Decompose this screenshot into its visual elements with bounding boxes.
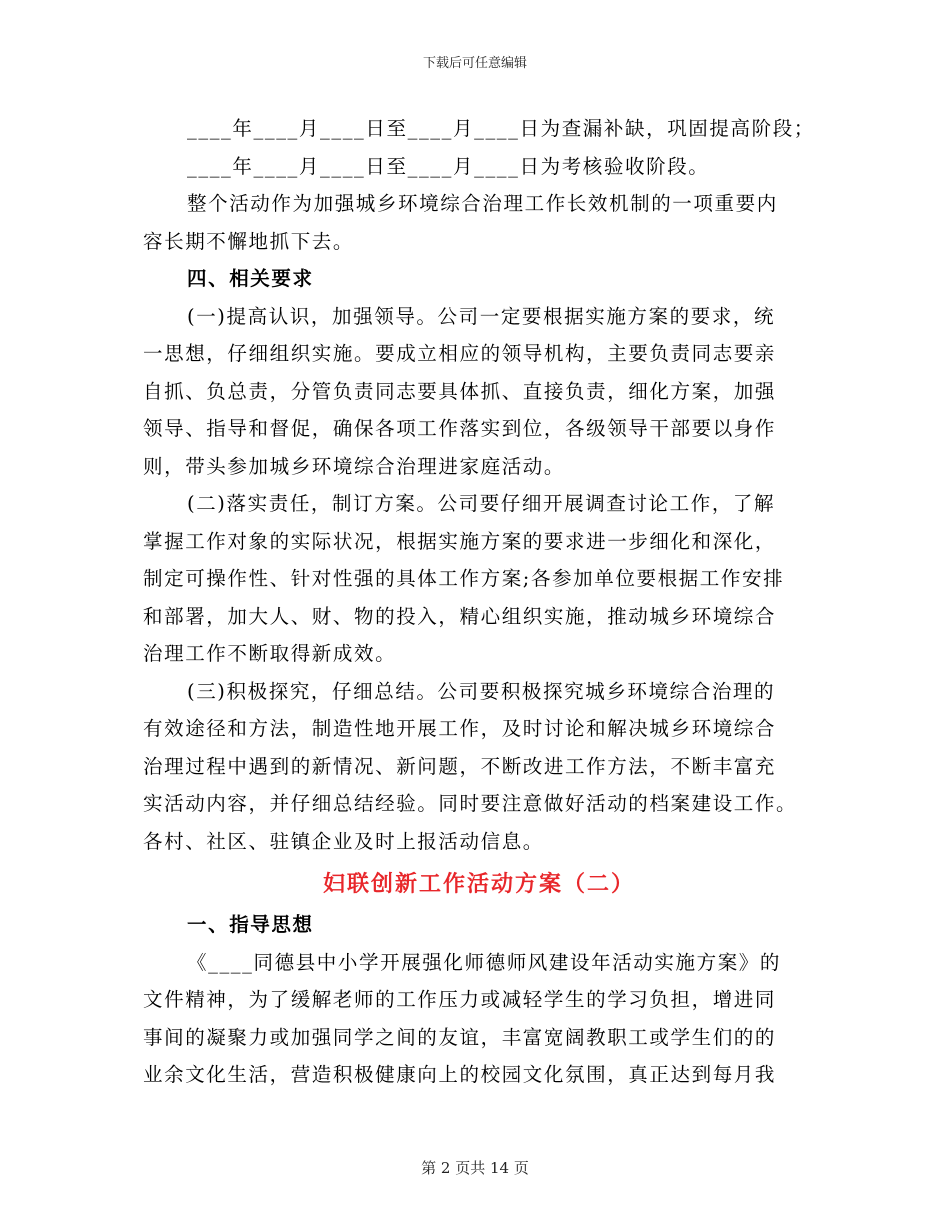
paragraph-line: (三)积极探究，仔细总结。公司要积极探究城乡环境综合治理的: [187, 679, 776, 703]
paragraph-line: 整个活动作为加强城乡环境综合治理工作长效机制的一项重要内: [187, 192, 778, 215]
section-heading: 一、指导思想: [187, 913, 314, 936]
paragraph-line: 容长期不懈地抓下去。: [143, 229, 355, 253]
paragraph-line: 掌握工作对象的实际状况，根据实施方案的要求进一步细化和深化，: [143, 529, 777, 553]
document-body: [143, 110, 815, 1094]
paragraph-line: (一)提高认识，加强领导。公司一定要根据实施方案的要求，统: [187, 304, 776, 328]
page-header: 下载后可任意编辑: [422, 56, 527, 71]
paragraph-line: (二)落实责任，制订方案。公司要仔细开展调查讨论工作，了解: [187, 492, 776, 515]
paragraph-line: 和部署，加大人、财、物的投入，精心组织实施，推动城乡环境综合: [143, 604, 777, 628]
paragraph-line: 业余文化生活，营造积极健康向上的校园文化氛围，真正达到每月我: [143, 1063, 777, 1086]
paragraph-line: 一思想，仔细组织实施。要成立相应的领导机构，主要负责同志要亲: [143, 342, 777, 365]
paragraph-line: 制定可操作性、针对性强的具体工作方案;各参加单位要根据工作安排: [143, 567, 785, 590]
document-title: 妇联创新工作活动方案（二）: [322, 871, 635, 897]
paragraph-line: 实活动内容，并仔细总结经验。同时要注意做好活动的档案建设工作。: [143, 792, 798, 815]
paragraph-line: 自抓、负总责，分管负责同志要具体抓、直接负责，细化方案，加强: [143, 379, 777, 403]
paragraph-line: 事间的凝聚力或加强同学之间的友谊，丰富宽阔教职工或学生们的的: [143, 1025, 777, 1049]
paragraph-line: 文件精神，为了缓解老师的工作压力或减轻学生的学习负担，增进同: [143, 988, 777, 1011]
page-footer: 第 2 页共 14 页: [421, 1159, 529, 1177]
paragraph-line: ____年____月____日至____月____日为查漏补缺，巩固提高阶段；: [187, 117, 815, 140]
paragraph-line: 治理工作不断取得新成效。: [143, 642, 397, 665]
paragraph-line: 各村、社区、驻镇企业及时上报活动信息。: [143, 829, 544, 853]
paragraph-line: ____年____月____日至____月____日为考核验收阶段。: [187, 154, 710, 178]
paragraph-line: 有效途径和方法，制造性地开展工作，及时讨论和解决城乡环境综合: [143, 717, 777, 740]
paragraph-line: 《____同德县中小学开展强化师德师风建设年活动实施方案》的: [187, 950, 782, 974]
section-heading: 四、相关要求: [187, 267, 314, 290]
paragraph-line: 则，带头参加城乡环境综合治理进家庭活动。: [143, 454, 566, 478]
paragraph-line: 治理过程中遇到的新情况、新问题，不断改进工作方法，不断丰富充: [143, 754, 777, 778]
paragraph-line: 领导、指导和督促，确保各项工作落实到位，各级领导干部要以身作: [143, 417, 777, 440]
